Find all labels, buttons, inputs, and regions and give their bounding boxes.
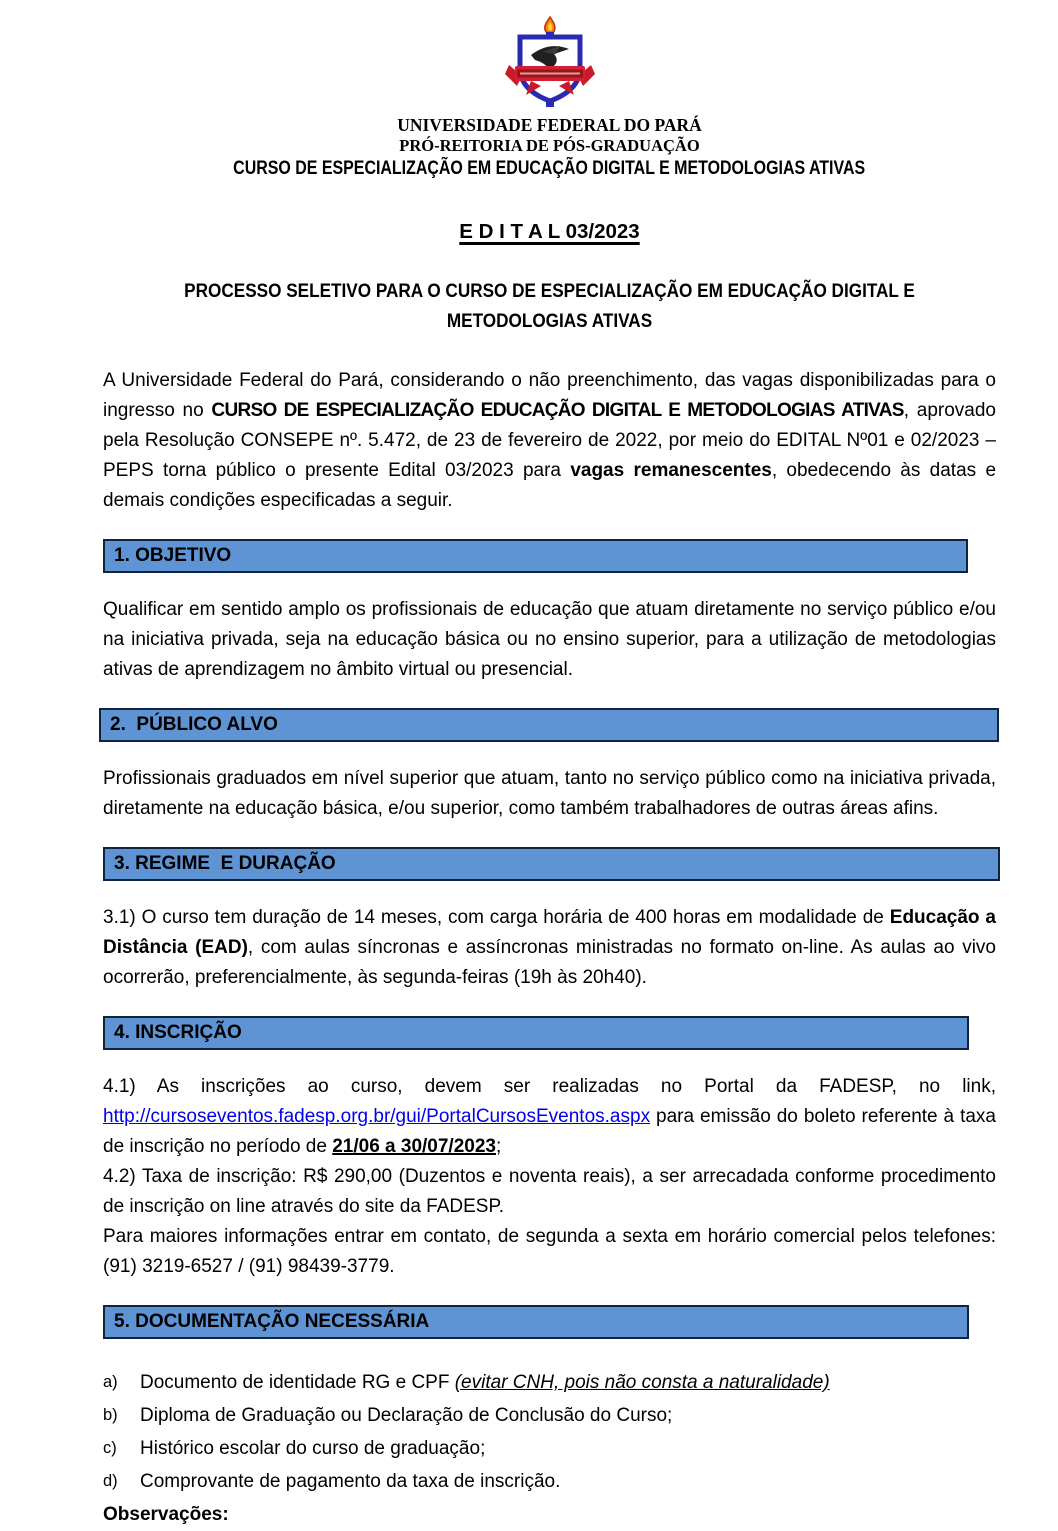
text-segment: Comprovante de pagamento da taxa de inscrição. bbox=[140, 1471, 561, 1492]
list-marker: c) bbox=[103, 1439, 117, 1457]
objetivo-body: Qualificar em sentido amplo os profissionais de educação que atuam diretamente no serviço público e/ou na iniciativa privada, seja na educação básica ou no ensino superior, para a utilização de metodologias ativas de aprendizagem no âmbito virtual ou presencial. bbox=[103, 599, 996, 680]
text-segment: 4.2) Taxa de inscrição: R$ 290,00 (Duzentos e noventa reais), a ser arrecadada conforme procedimento de inscrição on line através do site da FADESP. bbox=[103, 1166, 996, 1217]
text-segment: Para maiores informações entrar em contato, de segunda a sexta em horário comercial pelos telefones: (91) 3219-6527 / (91) 98439-3779. bbox=[103, 1226, 996, 1277]
text-segment: Diploma de Graduação ou Declaração de Conclusão do Curso; bbox=[140, 1405, 673, 1426]
fadesp-portal-link[interactable]: http://cursoseventos.fadesp.org.br/gui/PortalCursosEventos.aspx bbox=[103, 1106, 651, 1127]
list-item-c bbox=[103, 1432, 996, 1465]
list-marker: a) bbox=[103, 1373, 118, 1391]
publico-alvo-body: Profissionais graduados em nível superior que atuam, tanto no serviço público como na iniciativa privada, diretamente na educação básica, e/ou superior, como também trabalhadores de outras áreas afins. bbox=[103, 768, 996, 819]
list-item-a bbox=[103, 1366, 996, 1399]
text-segment: , aprovado pela Resolução CONSEPE nº. 5.472, de 23 de fevereiro de 2022, por meio do EDITAL Nº01 e 02/2023 – PEPS torna público o presente Edital 03/2023 para bbox=[103, 400, 996, 481]
pro-rectory-name: PRÓ-REITORIA DE PÓS-GRADUAÇÃO bbox=[399, 136, 700, 155]
text-segment: 21/06 a 30/07/2023 bbox=[332, 1136, 496, 1157]
text-segment: Histórico escolar do curso de graduação; bbox=[140, 1438, 486, 1459]
text-segment: para emissão do boleto referente à taxa de inscrição no período de bbox=[103, 1106, 996, 1157]
list-item-d bbox=[103, 1465, 996, 1498]
documentacao-list bbox=[103, 1366, 996, 1531]
document-subtitle: PROCESSO SELETIVO PARA O CURSO DE ESPECIALIZAÇÃO EM EDUCAÇÃO DIGITAL E METODOLOGIAS ATIVAS bbox=[184, 280, 915, 332]
text-segment: 4.1) As inscrições ao curso, devem ser realizadas no Portal da FADESP, no link, bbox=[103, 1076, 996, 1097]
inscricao-paragraph-4-1 bbox=[103, 1072, 996, 1162]
text-segment: (evitar CNH, pois não consta a naturalidade) bbox=[454, 1372, 830, 1393]
section-bar-publico-alvo: 2. PÚBLICO ALVO bbox=[99, 708, 999, 742]
text-segment: ; bbox=[495, 1136, 502, 1157]
observacoes-heading: Observações: bbox=[103, 1504, 229, 1525]
letterhead bbox=[103, 16, 996, 180]
text-segment: vagas remanescentes bbox=[570, 460, 772, 481]
course-name: CURSO DE ESPECIALIZAÇÃO EM EDUCAÇÃO DIGITAL E METODOLOGIAS ATIVAS bbox=[233, 158, 866, 179]
regime-duracao-body bbox=[103, 903, 996, 993]
list-item-b bbox=[103, 1399, 996, 1432]
text-segment: Educação a Distância (EAD) bbox=[103, 907, 996, 958]
text-segment: , obedecendo às datas e demais condições especificadas a seguir. bbox=[103, 460, 997, 511]
section-bar-inscricao: 4. INSCRIÇÃO bbox=[103, 1016, 969, 1050]
text-segment: Documento de identidade RG e CPF bbox=[140, 1372, 455, 1393]
inscricao-paragraph-4-2 bbox=[103, 1162, 996, 1222]
inscricao-contact-paragraph bbox=[103, 1222, 996, 1282]
text-segment: CURSO DE ESPECIALIZAÇÃO EDUCAÇÃO DIGITAL E METODOLOGIAS ATIVAS bbox=[211, 400, 904, 421]
ufpa-crest-icon bbox=[502, 16, 598, 108]
section-bar-documentacao: 5. DOCUMENTAÇÃO NECESSÁRIA bbox=[103, 1305, 969, 1339]
text-segment: A Universidade Federal do Pará, considerando o não preenchimento, das vagas disponibilizadas para o ingresso no bbox=[103, 370, 996, 421]
text-segment: , com aulas síncronas e assíncronas ministradas no formato on-line. As aulas ao vivo ocorrerão, preferencialmente, às segunda-feiras (19h às 20h40). bbox=[103, 937, 997, 988]
section-bar-objetivo: 1. OBJETIVO bbox=[103, 539, 968, 573]
list-marker: b) bbox=[103, 1406, 118, 1424]
section-bar-regime-duracao: 3. REGIME E DURAÇÃO bbox=[103, 847, 1000, 881]
text-segment: 3.1) O curso tem duração de 14 meses, com carga horária de 400 horas em modalidade de bbox=[103, 907, 890, 928]
inscricao-body bbox=[103, 1072, 996, 1282]
university-name: UNIVERSIDADE FEDERAL DO PARÁ bbox=[397, 115, 702, 135]
list-marker: d) bbox=[103, 1472, 118, 1490]
document-title: E D I T A L 03/2023 bbox=[459, 220, 640, 243]
intro-paragraph bbox=[103, 366, 996, 516]
